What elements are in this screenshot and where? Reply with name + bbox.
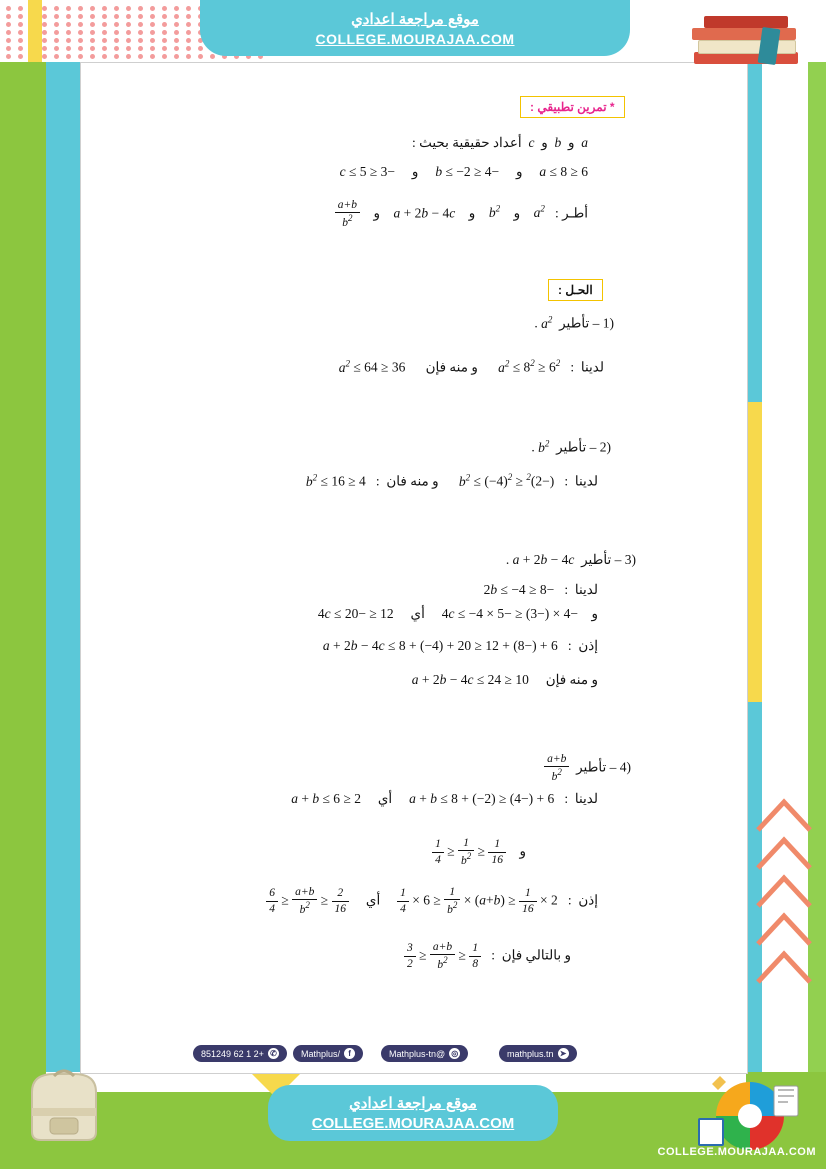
solution-item-3-line-4: و منه فإن 10 ≤ a + 2b − 4c ≤ 24: [411, 672, 598, 687]
solution-item-4-line-4: و بالتالي فإن : $\frac{1}{8}$ ≤ $\frac{a+b}{b^2}$ ≤ $\frac{3}{2}$: [404, 940, 571, 973]
telegram-icon: ➤: [558, 1048, 569, 1059]
solution-item-1-line-1: لدينا : $6^2 \le a^2 \le 8^2$ و منه فإن $36 \le a^2 \le 64$: [338, 358, 604, 375]
solution-item-4-line-3: إذن : 2 × $\frac{1}{16}$ ≤ (a+b) × $\frac{1}{b^2}$ ≤ 6 × $\frac{1}{4}$ أي $\frac{2}{16}$ ≤ $\frac{a+b}{b^2}$ ≤ $\frac{6}{4}$: [266, 885, 598, 918]
solution-item-3-line-2: و −4 × (−3) ≤ −4c ≤ −4 × 5 أي 12 ≤ −4c ≤ 20: [317, 606, 598, 621]
yellow-accent-strip: [28, 0, 42, 62]
social-links-row: [193, 1045, 613, 1065]
social-chip-facebook[interactable]: [293, 1045, 363, 1062]
right-yellow-bar: [746, 402, 762, 702]
statement-line-3: أطـر : $a^2$ و $b^2$ و a + 2b − 4c و $\frac{a+b}{b^2}$: [335, 198, 588, 231]
social-chip-instagram-label: @Mathplus-tn: [389, 1048, 446, 1059]
social-chip-telegram[interactable]: [499, 1045, 577, 1062]
solution-item-3-line-3: إذن : 6 + (−8) + 12 ≤ a + 2b − 4c ≤ 8 + (−4) + 20: [322, 638, 598, 653]
social-chip-phone[interactable]: [193, 1045, 287, 1062]
solution-item-3-title: (3 – تأطير a + 2b − 4c .: [505, 552, 636, 567]
social-chip-facebook-label: /Mathplus: [301, 1048, 341, 1059]
solution-item-4-title: (4 – تأطير $\frac{a+b}{b^2}$: [544, 752, 631, 785]
left-teal-bar: [46, 62, 80, 1072]
phone-icon: ✆: [268, 1048, 279, 1059]
statement-line-2: 6 ≤ a ≤ 8 و −4 ≤ b ≤ −2 و −3 ≤ c ≤ 5: [339, 164, 588, 179]
solution-item-3-line-1: لدينا : −8 ≤ 2b ≤ −4: [483, 582, 598, 597]
social-chip-telegram-label: mathplus.tn: [507, 1048, 554, 1059]
solution-item-4-line-2: و $\frac{1}{16}$ ≤ $\frac{1}{b^2}$ ≤ $\frac{1}{4}$: [432, 836, 526, 869]
footer-title: موقع مراجعة اعدادي: [349, 1095, 477, 1112]
statement-line-1: a و b و c أعداد حقيقية بحيث :: [411, 135, 588, 150]
header-url: COLLEGE.MOURAJAA.COM: [315, 30, 515, 47]
instagram-icon: ◎: [449, 1048, 460, 1059]
social-chip-phone-label: +2 1 62 851249: [201, 1048, 264, 1059]
social-chip-instagram[interactable]: [381, 1045, 468, 1062]
footer-url: COLLEGE.MOURAJAA.COM: [311, 1115, 515, 1132]
solution-label: الحـل :: [548, 279, 603, 301]
right-teal-bar-top: [746, 62, 762, 402]
solution-item-4-line-1: لدينا : 6 + (−4) ≤ a + b ≤ 8 + (−2) أي 2 ≤ a + b ≤ 6: [291, 791, 598, 806]
header-banner: [200, 0, 630, 56]
books-illustration: [686, 8, 806, 86]
footer-credit: COLLEGE.MOURAJAA.COM: [657, 1146, 816, 1158]
header-title: موقع مراجعة اعدادي: [351, 10, 479, 28]
solution-item-1-title: (1 – تأطير $a^2$ .: [534, 314, 614, 331]
solution-item-2-title: (2 – تأطير $b^2$ .: [531, 438, 611, 455]
chevron-decoration: [752, 790, 816, 1050]
solution-item-2-line-1: لدينا : $(-2)^2 \le b^2 \le (-4)^2$ و منه فان : $4 \le b^2 \le 16$: [305, 472, 598, 489]
footer-banner: [268, 1085, 558, 1141]
exercise-label: * تمرين تطبيقي :: [520, 96, 625, 118]
backpack-illustration: [14, 1062, 114, 1146]
facebook-icon: f: [344, 1048, 355, 1059]
left-green-bar: [0, 0, 46, 1169]
